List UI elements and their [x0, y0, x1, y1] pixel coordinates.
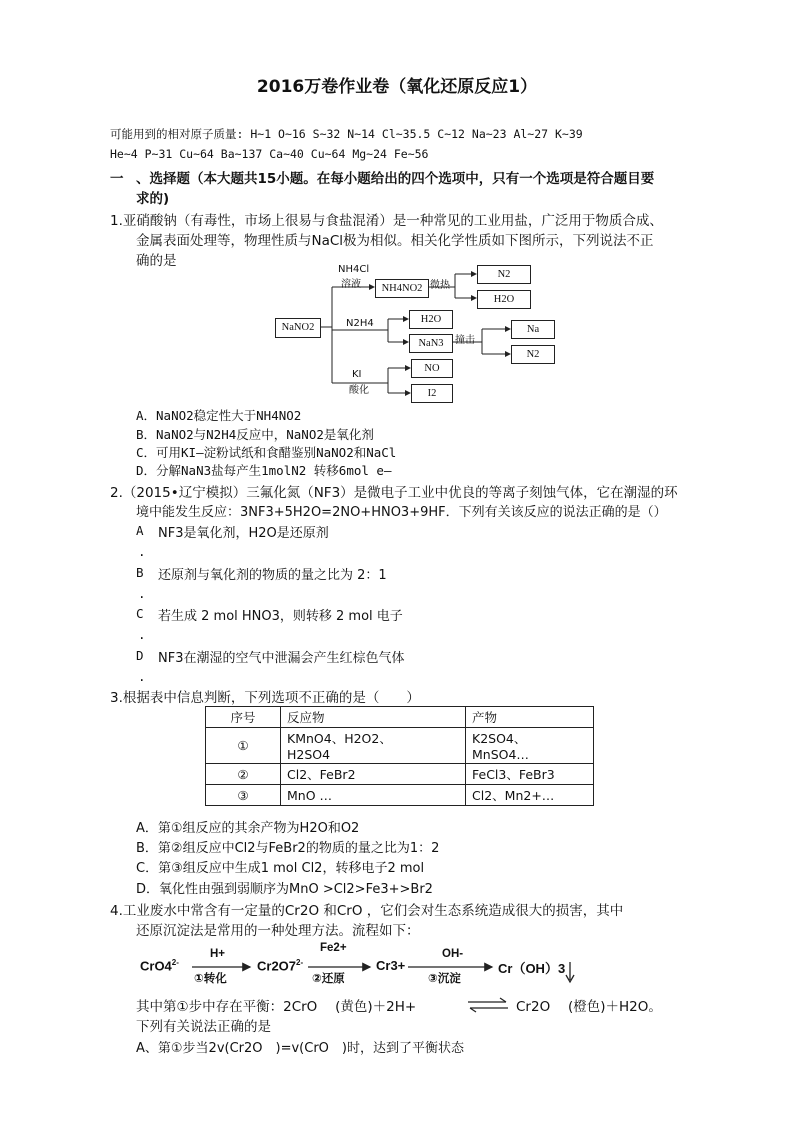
- h2o-box-a: H2O: [477, 290, 531, 309]
- header-index: 序号: [206, 707, 281, 728]
- q1-option-d: D．分解NaN3盐每产生1molN2 转移6mol e—: [136, 463, 392, 478]
- row-products: [466, 728, 594, 764]
- impact-label: 撞击: [455, 335, 475, 346]
- q2-stem-line1: 2.（2015•辽宁模拟）三氟化氮（NF3）是微电子工业中优良的等离子刻蚀气体，它在潮湿的环: [110, 485, 678, 501]
- reactants-line2: H2SO4: [287, 747, 331, 762]
- q1-stem-line3: 确的是: [136, 253, 177, 269]
- flow-dichromate-charge: 2-: [296, 958, 304, 967]
- reactants-line1: KMnO4、H2O2、: [287, 731, 392, 746]
- row-index: ①: [206, 728, 281, 764]
- header-reactants: 反应物: [281, 707, 466, 728]
- flow-step3-reagent: OH-: [442, 948, 464, 960]
- section-heading-line2: 求的): [136, 191, 170, 207]
- nan3-box: NaN3: [409, 334, 453, 353]
- q1-option-a: A．NaNO2稳定性大于NH4NO2: [136, 408, 302, 423]
- q2-option-d-letter: D: [136, 648, 144, 663]
- flow-step1-reagent: H+: [210, 948, 226, 960]
- nano2-box: NaNO2: [275, 318, 321, 338]
- table-row: [206, 785, 594, 806]
- flow-chromate: [140, 958, 179, 973]
- row-index: ③: [206, 785, 281, 806]
- q2-stem-line2: 境中能发生反应：3NF3+5H2O=2NO+HNO3+9HF．下列有关该反应的说法正确的是（）: [136, 505, 667, 520]
- solution-label: 溶液: [341, 279, 361, 290]
- h2o-box-b: H2O: [409, 310, 453, 329]
- q1-option-b: B．NaNO2与N2H4反应中，NaNO2是氧化剂: [136, 427, 374, 442]
- equilibrium-arrows-icon: [466, 996, 510, 1014]
- na-box: Na: [511, 320, 555, 339]
- section-marker: 一: [110, 171, 124, 187]
- q3-option-b: B．第②组反应中Cl2与FeBr2的物质的量之比为1：2: [136, 841, 440, 856]
- table-header-row: [206, 707, 594, 728]
- nh4no2-box: NH4NO2: [375, 279, 429, 298]
- q2-option-a-letter: A: [136, 523, 144, 538]
- q4-option-a: A、第①步当2v(Cr2O )=v(CrO )时，达到了平衡状态: [136, 1041, 464, 1056]
- q2-option-d-text: NF3在潮湿的空气中泄漏会产生红棕色气体: [158, 651, 405, 666]
- q2-option-b-letter: B: [136, 565, 144, 580]
- q2-option-b-dot: .: [138, 586, 146, 601]
- q3-stem: 3.根据表中信息判断，下列选项不正确的是（ ）: [110, 690, 420, 706]
- section-heading-line1: 、选择题（本大题共15小题。在每小题给出的四个选项中，只有一个选项是符合题目要: [136, 171, 655, 187]
- flow-step1-label: ①转化: [194, 973, 227, 985]
- atomic-masses-line2: He~4 P~31 Cu~64 Ba~137 Ca~40 Cu~64 Mg~24 Fe~56: [110, 147, 429, 161]
- acidify-label: 酸化: [349, 385, 369, 396]
- table-row: [206, 764, 594, 785]
- q2-option-a-text: NF3是氧化剂，H2O是还原剂: [158, 526, 329, 541]
- q4-stem-line1: 4.工业废水中常含有一定量的Cr2O 和CrO ，它们会对生态系统造成很大的损害，其中: [110, 903, 624, 919]
- q1-stem-line1: 1.亚硝酸钠（有毒性，市场上很易与食盐混淆）是一种常见的工业用盐，广泛用于物质合成、: [110, 213, 663, 229]
- row-reactants: Cl2、FeBr2: [281, 764, 466, 785]
- row-index: ②: [206, 764, 281, 785]
- q4-equilibrium-right: Cr2O (橙色)＋H2O。: [516, 999, 662, 1015]
- products-line1: K2SO4、: [472, 731, 527, 746]
- q4-stem-line2: 还原沉淀法是常用的一种处理方法。流程如下：: [136, 923, 420, 939]
- flow-chromate-formula: CrO4: [140, 958, 172, 974]
- products-line2: MnSO4…: [472, 747, 529, 762]
- q2-option-d-dot: .: [138, 669, 146, 684]
- n2-box-a: N2: [477, 265, 531, 284]
- q2-option-c-dot: .: [138, 627, 146, 642]
- flow-dichromate: [257, 958, 303, 973]
- i2-box: I2: [411, 384, 453, 403]
- q3-option-d: D．氧化性由强到弱顺序为MnO >Cl2>Fe3+>Br2: [136, 882, 433, 897]
- row-reactants: [281, 728, 466, 764]
- q1-option-c: C．可用KI—淀粉试纸和食醋鉴别NaNO2和NaCl: [136, 445, 397, 460]
- q3-table: [205, 706, 594, 806]
- atomic-masses-line1: 可能用到的相对原子质量: H~1 O~16 S~32 N~14 Cl~35.5 C~12 Na~23 Al~27 K~39: [110, 127, 583, 141]
- row-products: FeCl3、FeBr3: [466, 764, 594, 785]
- q4-equilibrium-left: 其中第①步中存在平衡：2CrO (黄色)＋2H+: [136, 999, 417, 1015]
- flow-step2-label: ②还原: [312, 973, 345, 985]
- flow-step3-label: ③沉淀: [428, 973, 461, 985]
- flow-chromate-charge: 2-: [171, 958, 179, 967]
- q1-stem-line2: 金属表面处理等，物理性质与NaCl极为相似。相关化学性质如下图所示，下列说法不正: [136, 233, 654, 249]
- n2-box-b: N2: [511, 345, 555, 364]
- n2h4-label: N2H4: [346, 318, 374, 329]
- q3-option-a: A．第①组反应的其余产物为H2O和O2: [136, 821, 360, 836]
- q2-option-c-letter: C: [136, 606, 144, 621]
- q2-option-a-dot: .: [138, 544, 146, 559]
- flow-dichromate-formula: Cr2O7: [257, 958, 297, 974]
- flow-chromium-ion: Cr3+: [376, 958, 406, 973]
- header-products: 产物: [466, 707, 594, 728]
- table-row: [206, 728, 594, 764]
- q4-stem-line3: 下列有关说法正确的是: [136, 1019, 271, 1035]
- row-reactants: MnO …: [281, 785, 466, 806]
- q3-option-c: C．第③组反应中生成1 mol Cl2，转移电子2 mol: [136, 861, 425, 876]
- page-title: 2016万卷作业卷（氧化还原反应1）: [256, 77, 538, 97]
- row-products: Cl2、Mn2+…: [466, 785, 594, 806]
- ki-label: KI: [352, 369, 362, 380]
- q2-option-c-text: 若生成 2 mol HNO3，则转移 2 mol 电子: [158, 609, 403, 624]
- no-box: NO: [411, 359, 453, 378]
- flow-chromium-hydroxide: Cr（OH）3: [498, 961, 566, 976]
- q2-option-b-text: 还原剂与氧化剂的物质的量之比为 2：1: [158, 568, 387, 583]
- flow-step2-reagent: Fe2+: [320, 942, 347, 954]
- nh4cl-label: NH4Cl: [338, 264, 370, 275]
- heat-label: 微热: [430, 280, 450, 291]
